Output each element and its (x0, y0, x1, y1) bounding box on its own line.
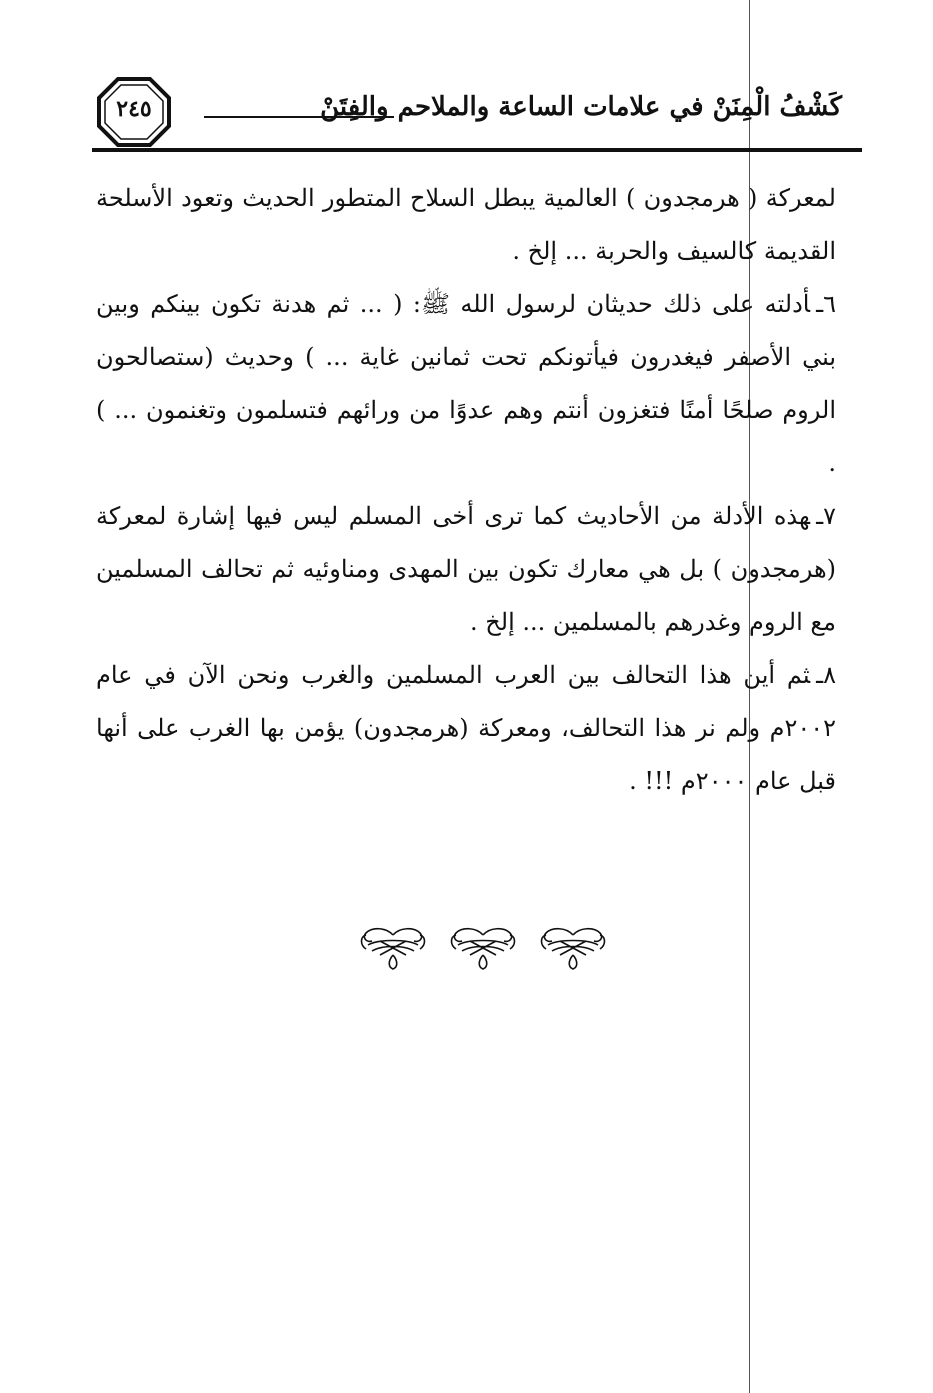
item-number: ٨ـ (816, 661, 836, 689)
page-header (92, 72, 862, 156)
page-number-badge (96, 76, 172, 148)
paragraph-text: هذه الأدلة من الأحاديث كما ترى أخى المسلم ليس فيها إشارة لمعركة (هرمجدون ) بل هي معارك تكون بين المهدى ومناوئيه ثم تحالف المسلمين مع الروم وغدرهم بالمسلمين ... إلخ . (96, 502, 836, 636)
paragraph-item-6 (96, 278, 836, 490)
floral-knot-ornament-icon (358, 925, 428, 973)
paragraph-text: أدلته على ذلك حديثان لرسول الله ﷺ: ( ... ثم هدنة تكون بينكم وبين بني الأصفر فيغدرون فيأتونكم تحت ثمانين غاية ... ) وحديث (ستصالحون الروم صلحًا أمنًا فتغزون أنتم وهم عدوًا من ورائهم فتسلمون وتغنمون ... ) . (96, 290, 836, 477)
paragraph-text: لمعركة ( هرمجدون ) العالمية يبطل السلاح المتطور الحديث وتعود الأسلحة القديمة كالسيف والحربة ... إلخ . (96, 184, 836, 265)
item-number: ٦ـ (816, 290, 836, 318)
floral-knot-ornament-icon (448, 925, 518, 973)
floral-knot-ornament-icon (538, 925, 608, 973)
paragraph-item-8 (96, 649, 836, 808)
book-title: كَشْفُ الْمِنَنْ في علامات الساعة والملاحم والفِتَنْ (320, 92, 842, 122)
header-rule (92, 148, 862, 152)
paragraph-continuation (96, 172, 836, 278)
section-end-ornaments (358, 925, 608, 975)
paragraph-text: ثم أين هذا التحالف بين العرب المسلمين والغرب ونحن الآن في عام ٢٠٠٢م ولم نر هذا التحالف، ومعركة (هرمجدون) يؤمن بها الغرب على أنها قبل عام ٢٠٠٠م !!! . (96, 661, 836, 795)
page-body (96, 172, 836, 808)
page-number: ٢٤٥ (116, 96, 152, 122)
item-number: ٧ـ (816, 502, 836, 530)
paragraph-item-7 (96, 490, 836, 649)
